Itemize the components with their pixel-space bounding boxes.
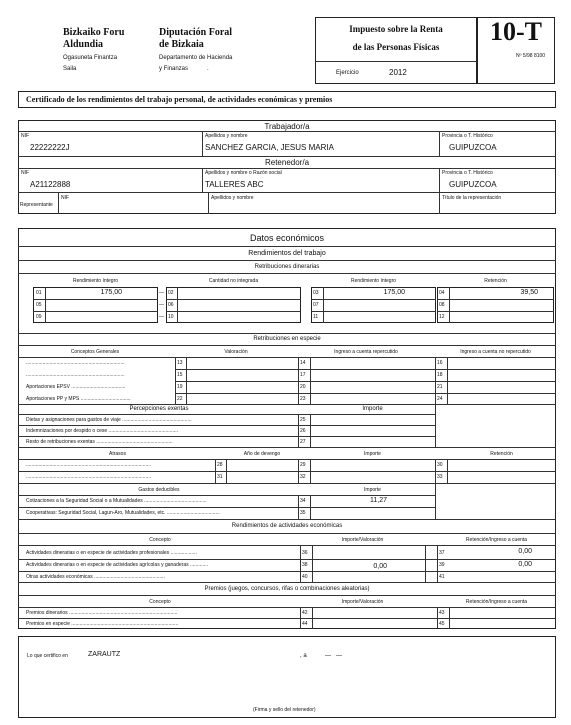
dept-eu-2: Saila [63, 66, 77, 72]
retenedor-section: Retenedor/a [264, 158, 310, 167]
tax-title-1: Impuesto sobre la Renta [349, 24, 443, 34]
signature-box [18, 636, 556, 718]
trabajador-prov: GUIPUZCOA [449, 143, 497, 152]
signature-label: (Firma y sello del retenedor) [253, 707, 316, 713]
retenedor-name: TALLERES ABC [205, 180, 264, 189]
cell-03-value: 175,00 [383, 289, 405, 296]
certify-place: ZARAUTZ [88, 651, 121, 658]
dept-eu: Ogasuneta Finantza [63, 55, 118, 61]
model-number: 10-T [490, 17, 542, 46]
trabajador-nif: 22222222J [30, 143, 70, 152]
datos-title: Datos económicos [249, 233, 325, 243]
org-es-name-2: de Bizkaia [159, 39, 204, 50]
ejercicio-label: Ejercicio [336, 70, 359, 76]
cell-34-value: 11,27 [370, 497, 387, 504]
rendimientos-trabajo-title: Rendimientos del trabajo [248, 250, 326, 257]
certify-label: Lo que certifico en [27, 653, 68, 659]
trabajador-section: Trabajador/a [264, 122, 310, 131]
cell-04-value: 39,50 [520, 289, 538, 296]
certificate-title: Certificado de los rendimientos del trabajo personal, de actividades económicas y premios [26, 95, 333, 104]
org-eu-name: Bizkaiko Foru [63, 27, 125, 38]
retenedor-nif: A21122888 [30, 180, 71, 189]
ref-code: Nº 5/98 8100 [516, 53, 546, 59]
cell-38-value: 0,00 [373, 563, 387, 570]
cell-37-value: 0,00 [518, 548, 532, 555]
dept-es: Departamento de Hacienda [159, 55, 233, 61]
cell-39-value: 0,00 [518, 561, 532, 568]
ejercicio-value: 2012 [389, 68, 407, 77]
org-eu-name-2: Aldundia [63, 39, 104, 50]
dept-es-2: y Finanzas [159, 66, 189, 72]
cell-01-value: 175,00 [100, 289, 122, 296]
trabajador-name: SANCHEZ GARCIA, JESUS MARIA [205, 143, 334, 152]
retenedor-prov: GUIPUZCOA [449, 180, 497, 189]
org-es-name: Diputación Foral [159, 27, 233, 38]
tax-title-2: de las Personas Físicas [352, 42, 440, 52]
